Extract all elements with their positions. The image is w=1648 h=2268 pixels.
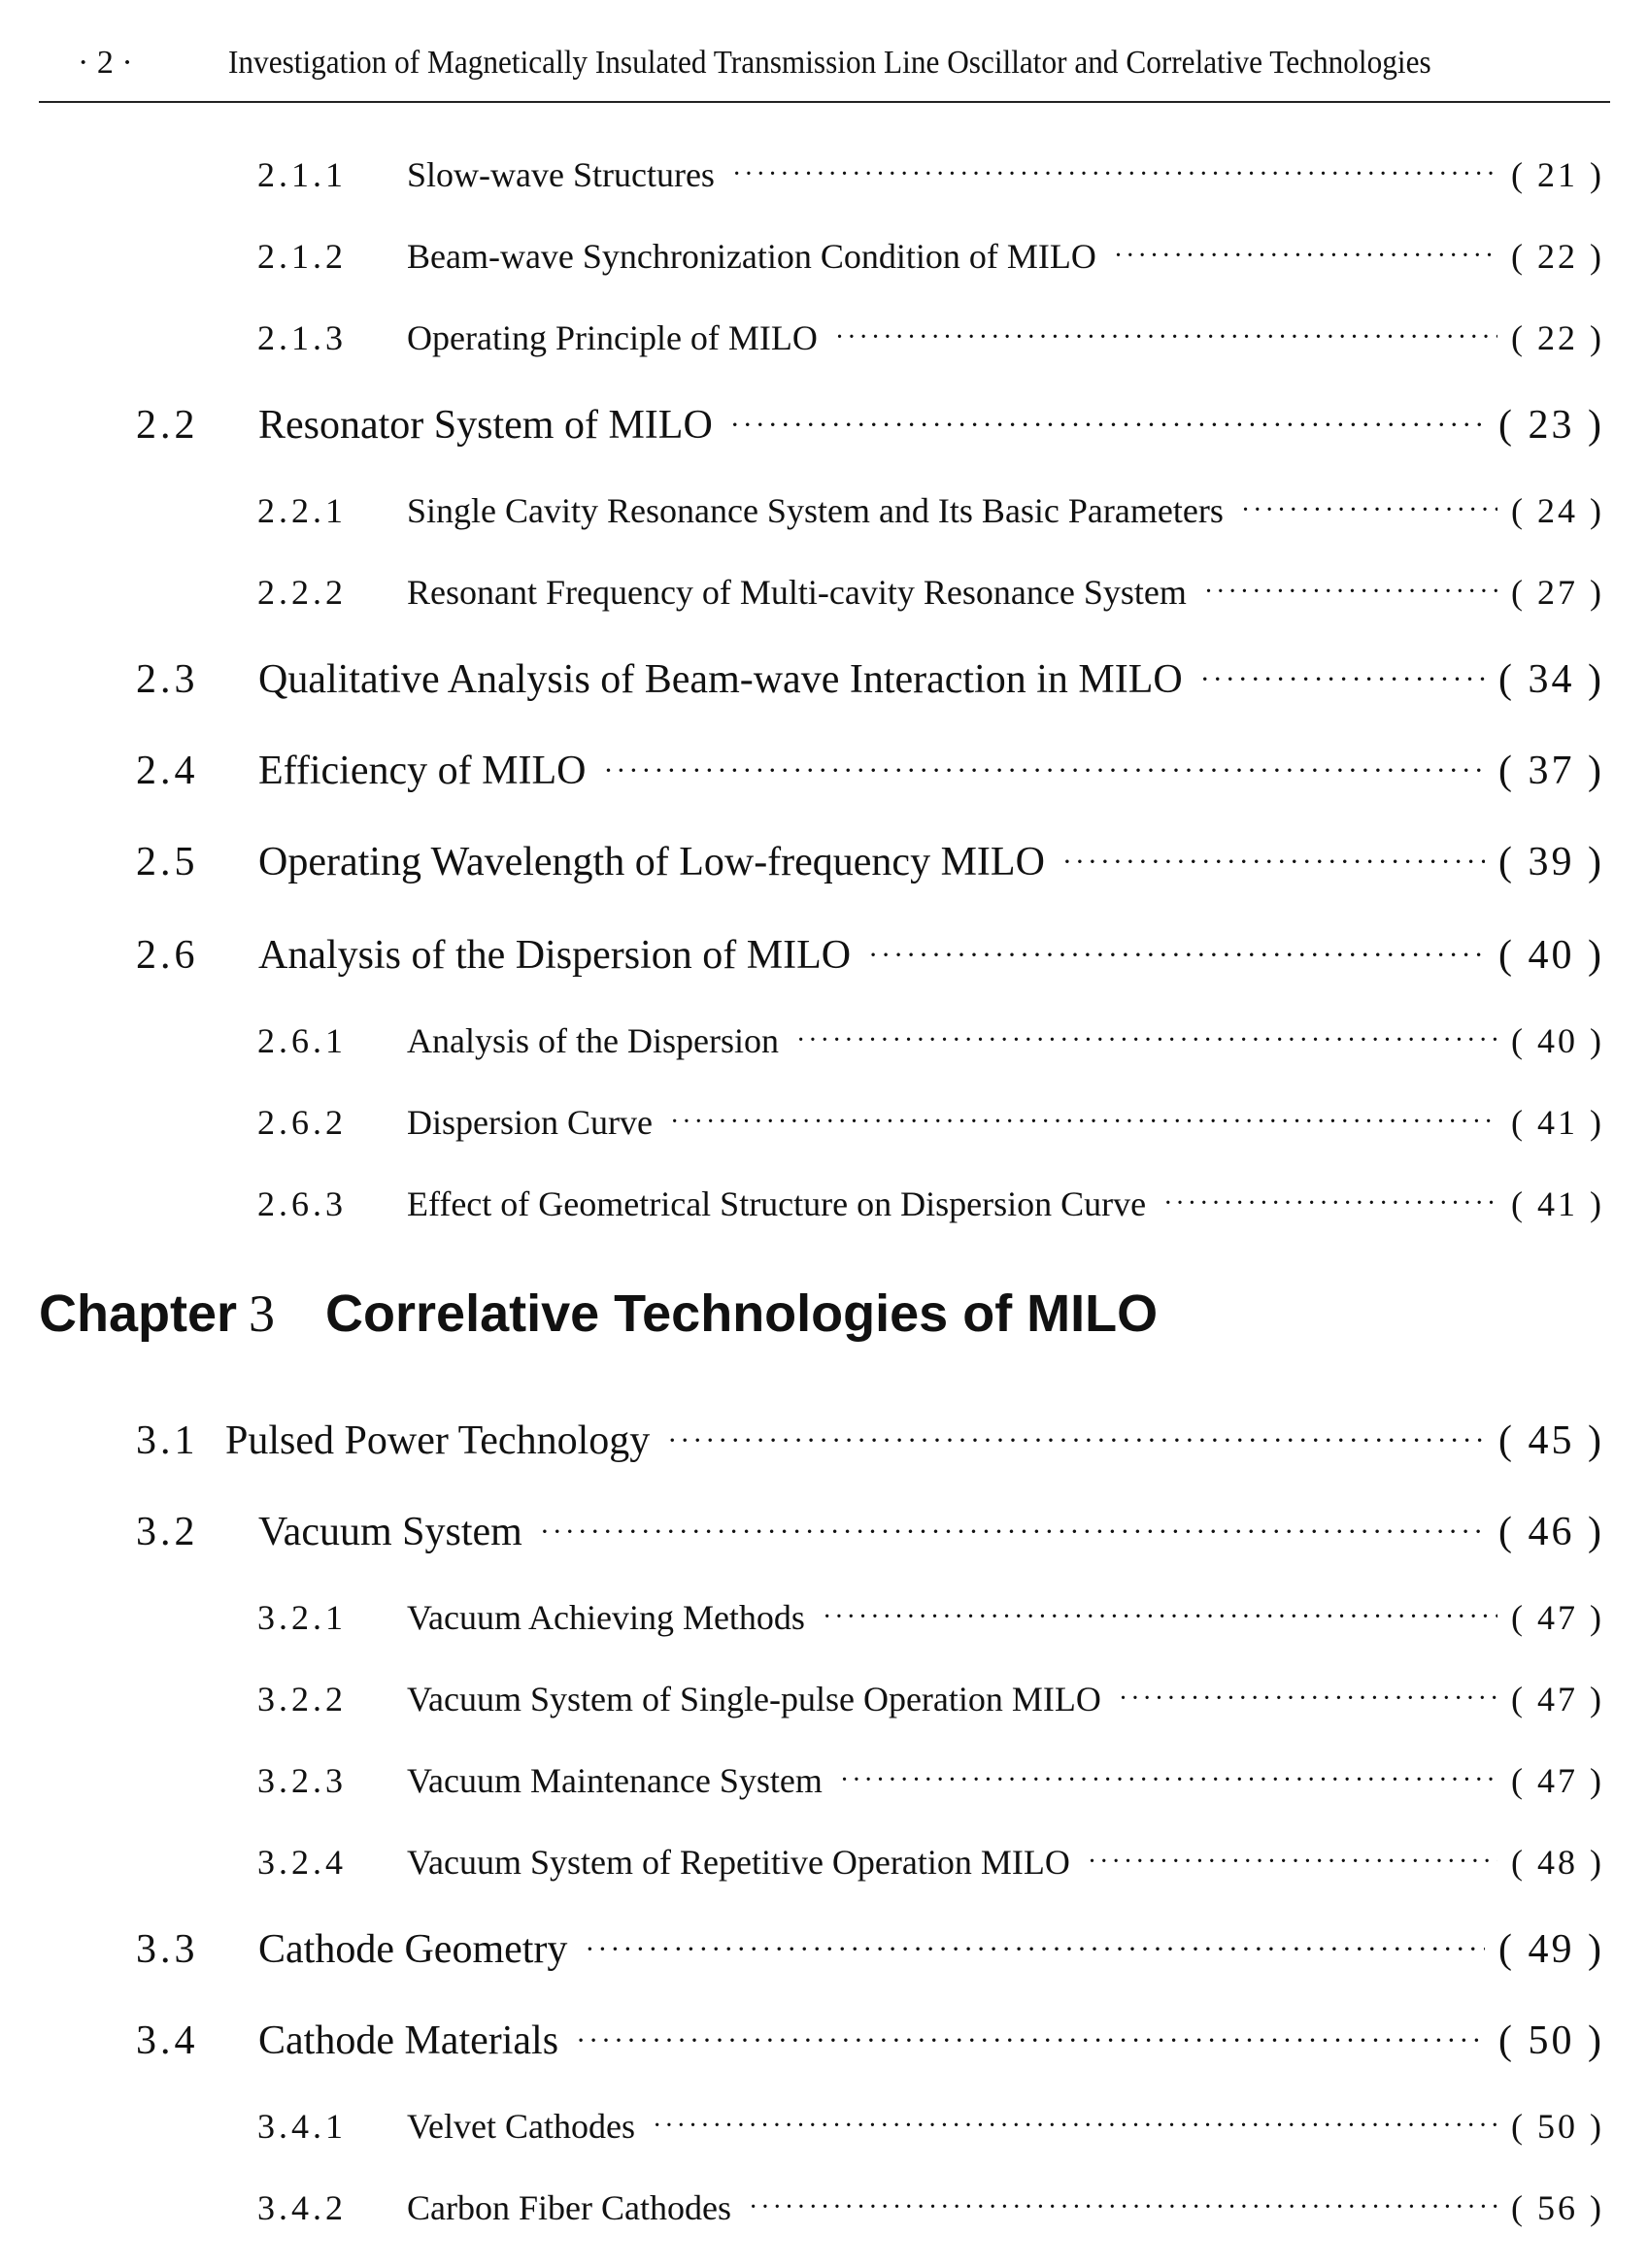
dot-leader [749, 2179, 1497, 2237]
dot-leader [540, 1503, 1485, 1561]
toc-entry-page: ( 47 ) [1511, 1598, 1604, 1637]
toc-entry-number: 2.2.2 [257, 573, 347, 612]
toc-entry-title: Slow-wave Structures [407, 155, 715, 194]
toc-entry-title: Analysis of the Dispersion [407, 1021, 779, 1060]
toc-entry-title: Vacuum System of Single-pulse Operation MILO [407, 1680, 1101, 1718]
toc-entry-title: Dispersion Curve [407, 1103, 653, 1142]
dot-leader [1088, 1833, 1497, 1891]
toc-entry[interactable] [257, 1175, 1604, 1233]
toc-entry-number: 2.2 [136, 403, 199, 448]
toc-entry-number: 2.1.1 [257, 155, 347, 194]
chapter-heading [39, 1284, 1158, 1344]
dot-leader [1114, 227, 1497, 285]
toc-entry-page: ( 41 ) [1511, 1184, 1604, 1223]
dot-leader [840, 1751, 1497, 1810]
chapter-title: Correlative Technologies of MILO [325, 1284, 1159, 1343]
dot-leader [823, 1588, 1497, 1647]
toc-entry[interactable] [257, 146, 1604, 204]
toc-entry[interactable] [257, 1588, 1604, 1647]
toc-entry[interactable] [136, 396, 1604, 454]
toc-entry-number: 2.5 [136, 840, 199, 884]
dot-leader [730, 396, 1485, 454]
toc-entry-title: Vacuum System of Repetitive Operation MILO [407, 1843, 1070, 1882]
toc-entry-page: ( 37 ) [1498, 749, 1604, 793]
dot-leader [1241, 482, 1497, 540]
toc-entry-number: 3.3 [136, 1927, 199, 1972]
toc-entry-title: Carbon Fiber Cathodes [407, 2188, 731, 2227]
dot-leader [667, 1412, 1485, 1470]
toc-entry-number: 2.6 [136, 933, 199, 978]
dot-leader [670, 1093, 1497, 1151]
toc-entry-number: 2.2.1 [257, 491, 347, 530]
toc-entry-page: ( 22 ) [1511, 318, 1604, 357]
toc-entry[interactable] [136, 2012, 1604, 2070]
toc-entry-page: ( 56 ) [1511, 2188, 1604, 2227]
toc-entry-title: Efficiency of MILO [258, 749, 587, 793]
toc-entry[interactable] [257, 1012, 1604, 1070]
toc-entry-page: ( 39 ) [1498, 840, 1604, 884]
toc-entry-page: ( 34 ) [1498, 657, 1604, 702]
toc-entry-number: 3.2.2 [257, 1680, 347, 1718]
toc-entry-page: ( 46 ) [1498, 1510, 1604, 1554]
toc-entry-title: Resonant Frequency of Multi-cavity Resonance System [407, 573, 1187, 612]
toc-entry-page: ( 21 ) [1511, 155, 1604, 194]
toc-entry-title: Vacuum Achieving Methods [407, 1598, 805, 1637]
toc-entry[interactable] [136, 1503, 1604, 1561]
book-title: Investigation of Magnetically Insulated Transmission Line Oscillator and Correlative Technologies [228, 45, 1431, 81]
toc-entry-number: 3.2 [136, 1510, 199, 1554]
toc-entry[interactable] [136, 926, 1604, 984]
toc-entry[interactable] [257, 309, 1604, 367]
toc-entry-page: ( 47 ) [1511, 1761, 1604, 1800]
toc-entry-title: Vacuum Maintenance System [407, 1761, 823, 1800]
dot-leader [653, 2097, 1497, 2155]
toc-entry[interactable] [136, 1920, 1604, 1979]
toc-entry[interactable] [257, 1751, 1604, 1810]
dot-leader [1163, 1175, 1497, 1233]
chapter-number: 3 [249, 1284, 276, 1343]
toc-entry-number: 2.6.3 [257, 1184, 347, 1223]
toc-entry[interactable] [257, 482, 1604, 540]
toc-entry[interactable] [257, 1833, 1604, 1891]
toc-entry[interactable] [257, 1093, 1604, 1151]
toc-entry-page: ( 40 ) [1511, 1021, 1604, 1060]
toc-entry-page: ( 24 ) [1511, 491, 1604, 530]
toc-entry-number: 3.2.3 [257, 1761, 347, 1800]
page-number: · 2 · [78, 45, 133, 81]
toc-entry-number: 2.1.2 [257, 237, 347, 276]
toc-entry[interactable] [257, 563, 1604, 621]
dot-leader [796, 1012, 1497, 1070]
toc-entry-title: Qualitative Analysis of Beam-wave Interaction in MILO [258, 657, 1183, 702]
toc-entry[interactable] [257, 227, 1604, 285]
toc-entry-page: ( 45 ) [1498, 1418, 1604, 1463]
toc-entry[interactable] [136, 833, 1604, 891]
toc-entry[interactable] [257, 1670, 1604, 1728]
toc-entry-number: 3.1 [136, 1418, 199, 1463]
toc-entry-number: 2.4 [136, 749, 199, 793]
toc-entry-page: ( 40 ) [1498, 933, 1604, 978]
toc-entry-title: Operating Wavelength of Low-frequency MILO [258, 840, 1045, 884]
toc-entry-page: ( 27 ) [1511, 573, 1604, 612]
toc-entry-title: Resonator System of MILO [258, 403, 713, 448]
toc-entry-title: Single Cavity Resonance System and Its Basic Parameters [407, 491, 1224, 530]
toc-entry[interactable] [257, 2179, 1604, 2237]
toc-entry-title: Operating Principle of MILO [407, 318, 818, 357]
toc-entry-page: ( 22 ) [1511, 237, 1604, 276]
toc-entry[interactable] [257, 2097, 1604, 2155]
dot-leader [868, 926, 1485, 984]
dot-leader [732, 146, 1497, 204]
toc-entry-number: 3.4 [136, 2018, 199, 2063]
toc-entry-title: Cathode Materials [258, 2018, 559, 2063]
toc-entry-page: ( 23 ) [1498, 403, 1604, 448]
toc-entry[interactable] [136, 650, 1604, 709]
toc-entry-page: ( 47 ) [1511, 1680, 1604, 1718]
toc-entry-page: ( 41 ) [1511, 1103, 1604, 1142]
toc-entry-number: 3.4.2 [257, 2188, 347, 2227]
toc-entry-page: ( 50 ) [1498, 2018, 1604, 2063]
toc-entry-page: ( 49 ) [1498, 1927, 1604, 1972]
toc-entry-title: Pulsed Power Technology [225, 1418, 651, 1463]
toc-entry-page: ( 48 ) [1511, 1843, 1604, 1882]
toc-entry-title: Effect of Geometrical Structure on Dispersion Curve [407, 1184, 1147, 1223]
toc-entry-title: Vacuum System [258, 1510, 522, 1554]
dot-leader [1204, 563, 1497, 621]
toc-entry-number: 3.2.1 [257, 1598, 347, 1637]
dot-leader [1062, 833, 1485, 891]
toc-entry-number: 2.6.1 [257, 1021, 347, 1060]
toc-entry[interactable] [136, 742, 1604, 800]
dot-leader [585, 1920, 1485, 1979]
toc-entry-title: Velvet Cathodes [407, 2107, 635, 2146]
toc-entry-title: Analysis of the Dispersion of MILO [258, 933, 852, 978]
toc-entry[interactable] [136, 1412, 1604, 1470]
toc-entry-number: 3.4.1 [257, 2107, 347, 2146]
toc-entry-number: 2.6.2 [257, 1103, 347, 1142]
dot-leader [835, 309, 1497, 367]
toc-entry-number: 3.2.4 [257, 1843, 347, 1882]
toc-entry-title: Cathode Geometry [258, 1927, 568, 1972]
toc-entry-number: 2.1.3 [257, 318, 347, 357]
dot-leader [603, 742, 1485, 800]
dot-leader [1119, 1670, 1497, 1728]
toc-entry-page: ( 50 ) [1511, 2107, 1604, 2146]
chapter-label: Chapter [39, 1284, 238, 1343]
running-header [39, 37, 1610, 103]
toc-entry-number: 2.3 [136, 657, 199, 702]
dot-leader [1200, 650, 1485, 709]
dot-leader [576, 2012, 1485, 2070]
toc-entry-title: Beam-wave Synchronization Condition of MILO [407, 237, 1096, 276]
